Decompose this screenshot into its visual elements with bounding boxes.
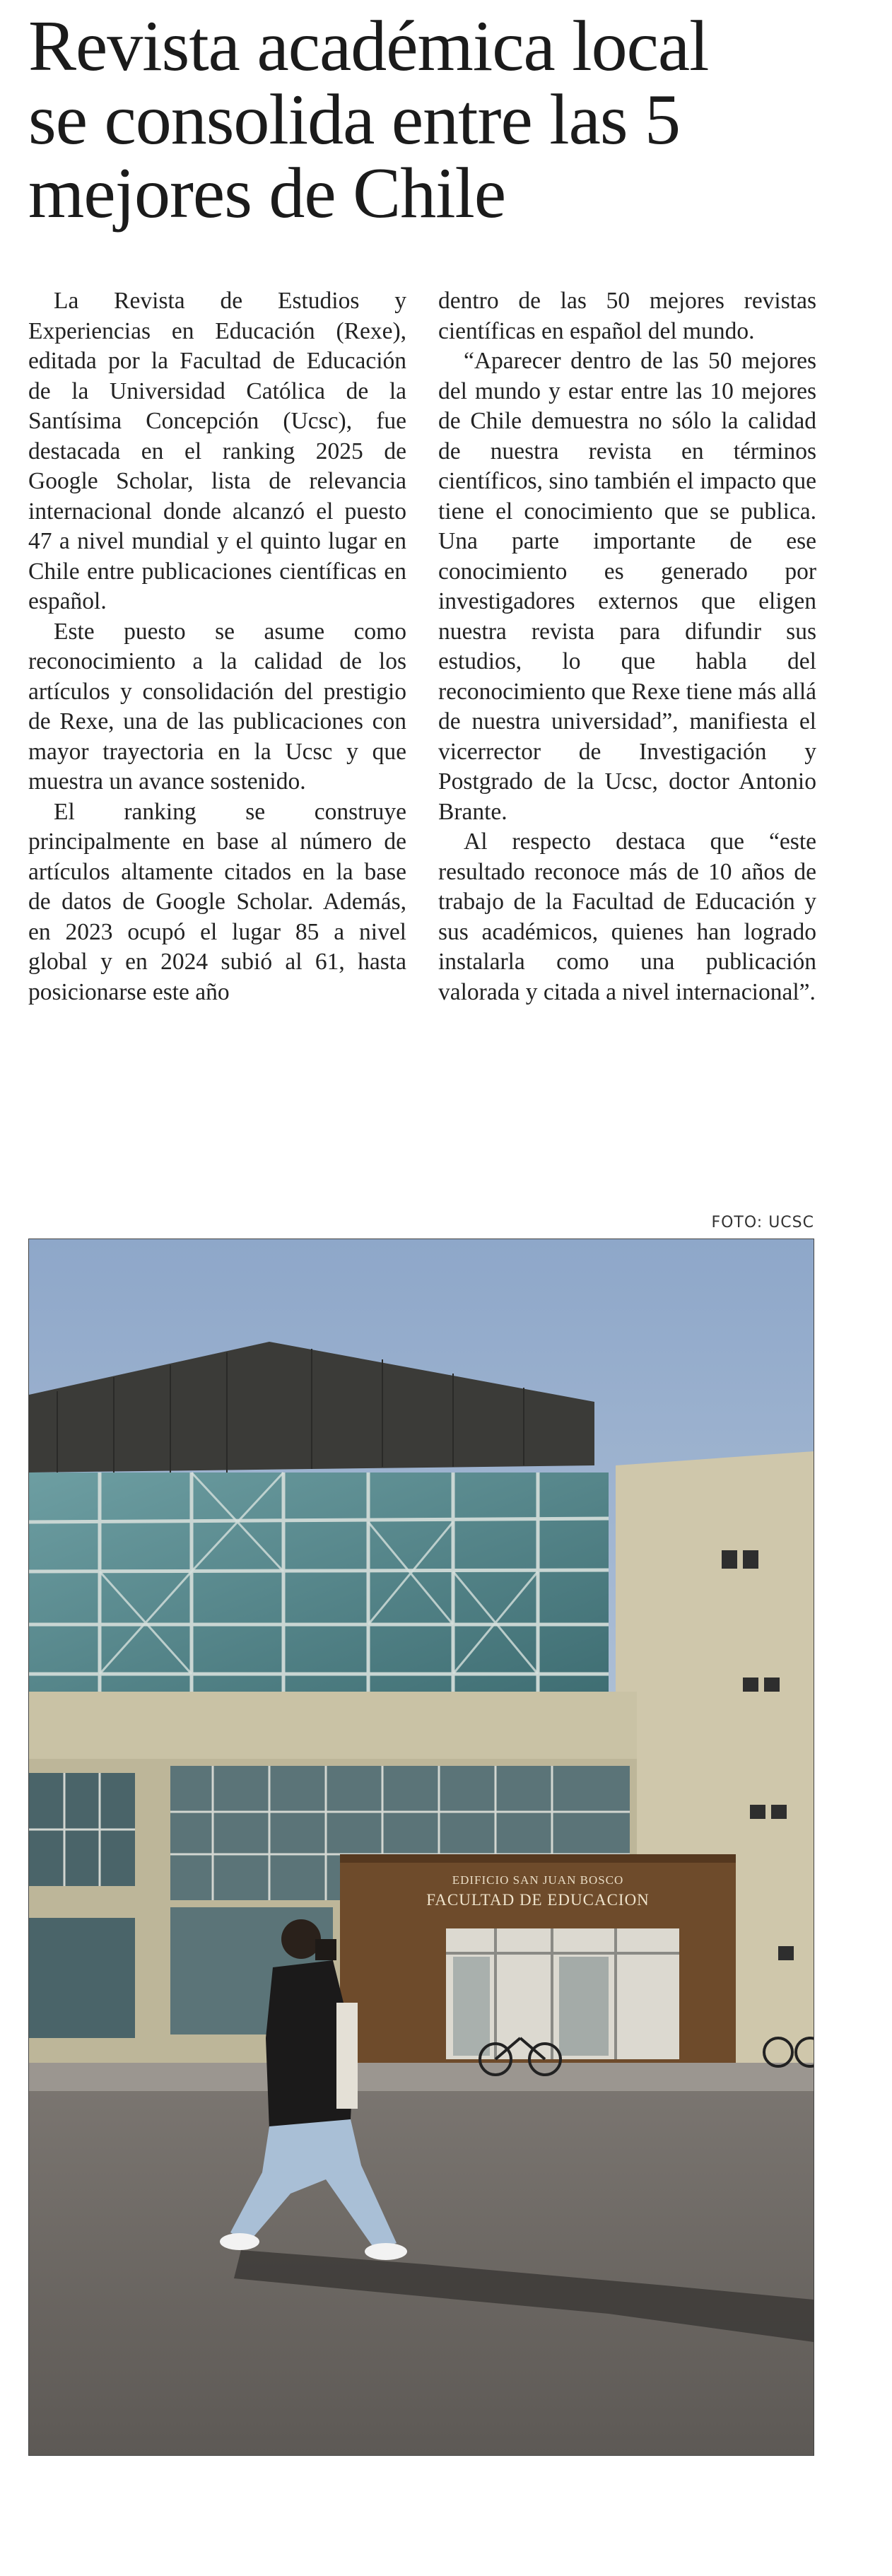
sign-line-2: FACULTAD DE EDUCACION bbox=[426, 1891, 650, 1909]
headline bbox=[28, 6, 862, 233]
concrete-band bbox=[29, 1692, 637, 1759]
building-photo-illustration bbox=[29, 1239, 814, 2455]
headline-line-3: mejores de Chile bbox=[28, 153, 506, 233]
paragraph: La Revista de Estudios y Experiencias en Educación (Rexe), editada por la Facultad de Educación de la Universidad Católica de la Santísima Concepción (Ucsc), fue destacada en el ranking 2025 de Google Scholar, lista de relevancia internacional donde alcanzó el puesto 47 a nivel mundial y el quinto lugar en Chile entre publicaciones científicas en español. bbox=[28, 288, 406, 614]
article-column-right bbox=[438, 286, 816, 1007]
article-photo bbox=[28, 1239, 814, 2456]
sidewalk bbox=[29, 2063, 814, 2091]
glass-facade bbox=[29, 1473, 609, 1692]
headline-line-2: se consolida entre las 5 bbox=[28, 80, 681, 160]
paragraph: Al respecto destaca que “este resultado reconoce más de 10 años de trabajo de la Facultad de Educación y sus académicos, quienes han logrado instalarla como una publicación valorada y citada a nivel internacional”. bbox=[438, 829, 816, 1005]
paragraph: Este puesto se asume como reconocimiento a la calidad de los artículos y consolidación del prestigio de Rexe, una de las publicaciones con mayor trayectoria en la Ucsc y que muestra un avance sostenido. bbox=[28, 618, 406, 795]
sign-line-1: EDIFICIO SAN JUAN BOSCO bbox=[452, 1873, 624, 1887]
paragraph: “Aparecer dentro de las 50 mejores del mundo y estar entre las 10 mejores de Chile demuestra no sólo la calidad de nuestra revista en términos científicos, sino también el impacto que tiene el conocimiento que se publica. Una parte importante de ese conocimiento es generado por investigadores externos que eligen nuestra revista para difundir sus estudios, lo que habla del reconocimiento que Rexe tiene más allá de nuestra universidad”, manifiesta el vicerrector de Investigación y Postgrado de la Ucsc, doctor Antonio Brante. bbox=[438, 348, 816, 825]
paragraph: El ranking se construye principalmente en base al número de artículos altamente citados en la base de datos de Google Scholar. Además, en 2023 ocupó el lugar 85 a nivel global y en 2024 subió al 61, hasta posicionarse este año bbox=[28, 798, 406, 1005]
headline-line-1: Revista académica local bbox=[28, 6, 709, 86]
paragraph-continuation: dentro de las 50 mejores revistas científicas en español del mundo. bbox=[438, 288, 816, 344]
photo-credit: FOTO: UCSC bbox=[711, 1214, 814, 1231]
article-column-left bbox=[28, 286, 406, 1007]
